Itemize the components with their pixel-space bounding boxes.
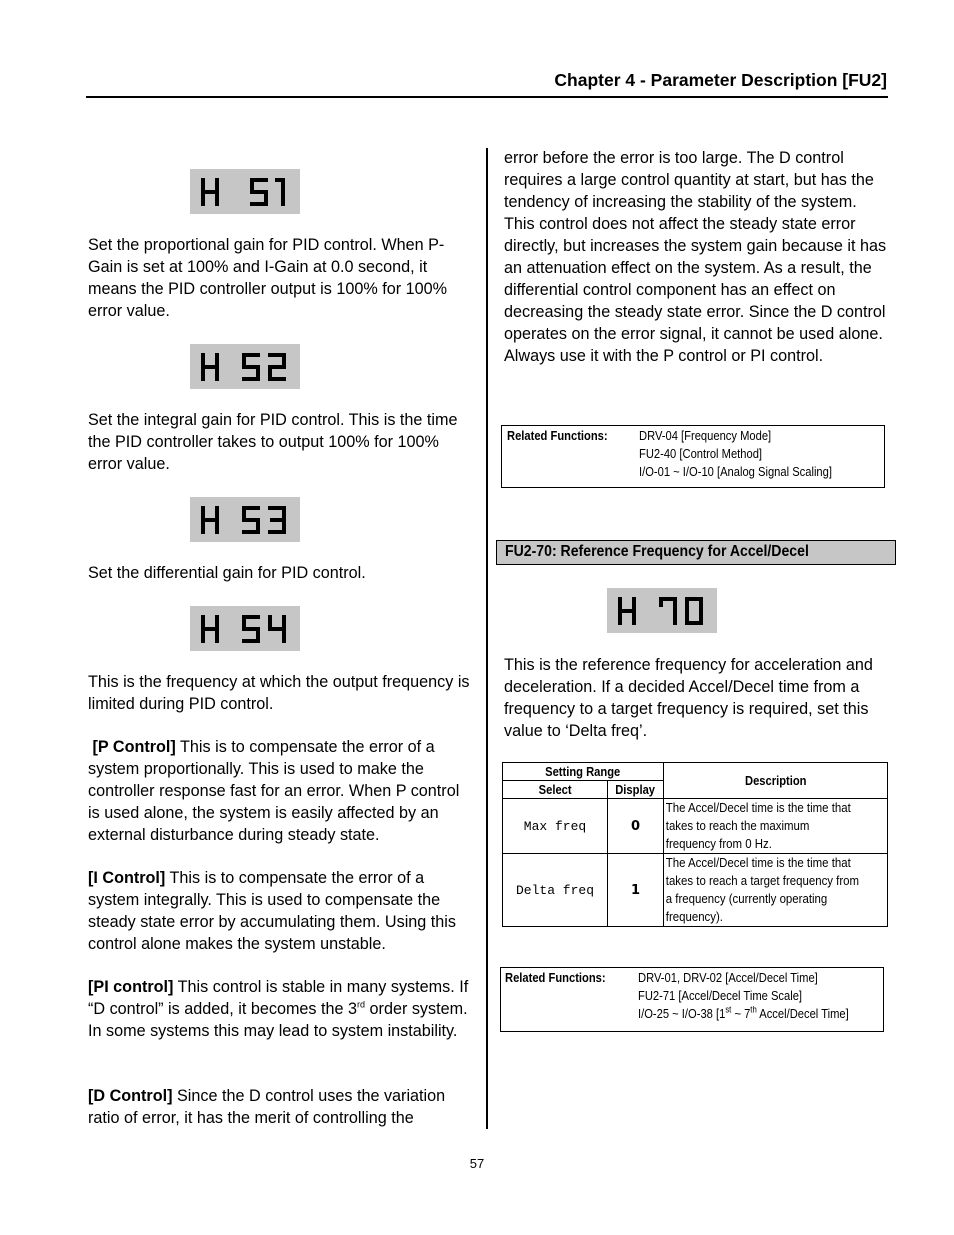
page-number: 57 [469,1156,485,1171]
lcd-display-h51 [190,169,300,214]
select-cell: Delta freq [503,854,608,927]
i-control-label: [I Control] [88,869,166,887]
d-gain-description: Set the differential gain for PID control. [88,564,366,582]
lcd-h52-icon [190,344,300,389]
d-control-paragraph [88,1085,472,1129]
pi-control-superscript: rd [357,999,366,1010]
pi-control-paragraph [88,976,472,1042]
related-function-item: DRV-01, DRV-02 [Accel/Decel Time] [638,970,818,985]
lcd-h51-icon [190,169,300,214]
d-control-continuation: error before the error is too large. The D control requires a large control quantity at start, but has the tendency of increasing the stability of the system. This control does not affect the steady state error directly, but increases the system gain because it has an attenuation effect on the system. As a result, the differential control component has an effect on decreasing the steady state error. Since the D control operates on the error signal, it cannot be used alone. Always use it with the P control or PI control. [504,149,887,365]
column-divider [486,148,488,1129]
fu2-70-description: This is the reference frequency for acceleration and deceleration. If a decided Accel/Decel time from a frequency to a target frequency is required, set this value to ‘Delta freq’. [504,656,873,740]
related-functions-list [638,969,849,1023]
related-functions-box-2 [500,967,884,1032]
related-function-item: I/O-01 ~ I/O-10 [Analog Signal Scaling] [639,464,832,479]
d-control-label: [D Control] [88,1087,173,1105]
i-control-paragraph [88,867,472,955]
lcd-h53-icon [190,497,300,542]
related-functions-label: Related Functions: [505,970,606,985]
page-header-title: Chapter 4 - Parameter Description [FU2] [554,70,887,90]
pi-control-label: [PI control] [88,978,174,996]
select-header: Select [503,781,608,799]
setting-range-table [502,762,888,927]
i-gain-description: Set the integral gain for PID control. This is the time the PID controller takes to output 100% for 100% error value. [88,411,458,473]
related-function-item: FU2-40 [Control Method] [639,446,763,461]
section-heading-fu2-70 [496,540,896,565]
p-control-paragraph [88,736,472,846]
lcd-h54-icon [190,606,300,651]
pi-control-text-b: order system. In some systems this may lead to system instability. [88,1000,468,1040]
select-cell: Max freq [503,799,608,854]
lcd-h70-icon [607,588,717,633]
lcd-display-h52 [190,344,300,389]
description-cell: The Accel/Decel time is the time that takes to reach the maximum frequency from 0 Hz. [664,799,888,854]
related-function-item: DRV-04 [Frequency Mode] [639,428,772,443]
p-gain-description: Set the proportional gain for PID control. When P-Gain is set at 100% and I-Gain at 0.0 second, it means the PID controller output is 100% for 100% error value. [88,236,448,320]
description-cell: The Accel/Decel time is the time that takes to reach a target frequency from a frequency (currently operating frequency). [664,854,888,927]
lcd-display-h70 [607,588,717,633]
lcd-display-h53 [190,497,300,542]
header-divider [86,96,888,98]
related-function-item: I/O-25 ~ I/O-38 [1st ~ 7th Accel/Decel Time] [638,1004,849,1021]
p-control-label: [P Control] [92,738,176,756]
table-row [503,799,888,854]
related-functions-label: Related Functions: [507,428,608,443]
limit-frequency-description: This is the frequency at which the output frequency is limited during PID control. [88,673,470,713]
pi-control-text-a: This control is stable in many systems. If “D control” is added, it becomes the 3 [88,978,469,1018]
display-header: Display [608,781,664,799]
i-control-text: This is to compensate the error of a system integrally. This is used to compensate the steady state error by accumulating them. Using this control alone makes the system unstable. [88,869,456,953]
lcd-display-h54 [190,606,300,651]
display-cell: 0 [608,799,664,854]
section-heading-text: FU2-70: Reference Frequency for Accel/Decel [505,543,809,560]
d-control-text: Since the D control uses the variation ratio of error, it has the merit of controlling the [88,1087,446,1127]
p-control-text: This is to compensate the error of a system proportionally. This is used to make the controller response fast for an error. When P control is used alone, the system is easily affected by an external disturbance during steady state. [88,738,460,844]
related-functions-box-1 [501,425,885,488]
setting-range-header: Setting Range [503,763,664,781]
description-header: Description [664,763,888,799]
table-row [503,854,888,927]
display-cell: 1 [608,854,664,927]
related-functions-list [639,427,832,481]
related-function-item: FU2-71 [Accel/Decel Time Scale] [638,988,803,1003]
